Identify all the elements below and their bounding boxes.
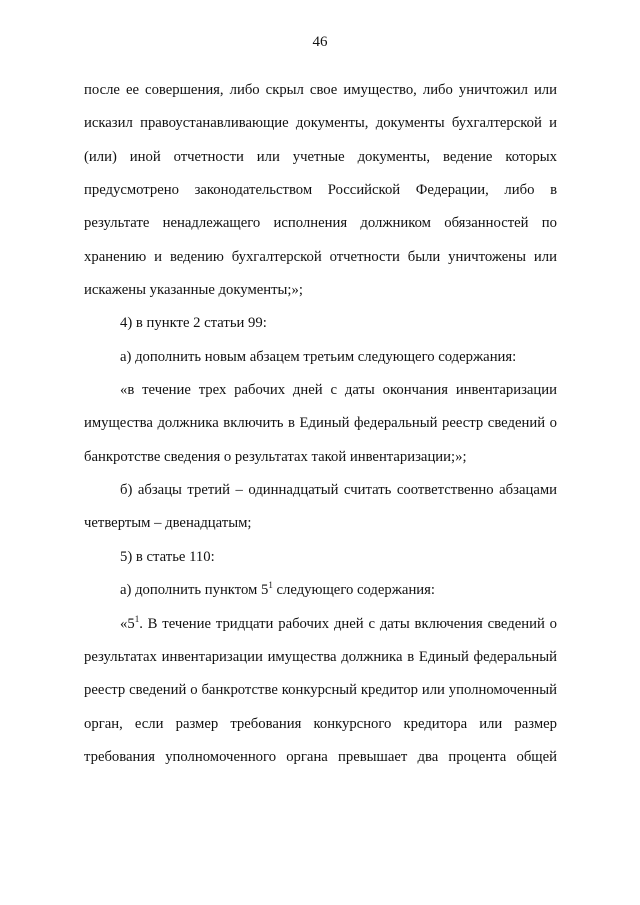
text-line xyxy=(84,411,557,444)
text-line xyxy=(84,445,557,478)
text-line xyxy=(84,545,557,578)
text-line xyxy=(84,578,557,611)
text-line xyxy=(84,311,557,344)
text-line xyxy=(84,178,557,211)
text-line xyxy=(84,511,557,544)
text-line-content: банкротстве сведения о результатах такой инвентаризации;»; xyxy=(84,448,467,465)
text-line xyxy=(84,111,557,144)
text-line-content: результате ненадлежащего исполнения должником обязанностей по xyxy=(84,215,557,232)
text-line xyxy=(84,211,557,244)
text-line-content: исказил правоустанавливающие документы, документы бухгалтерской и xyxy=(84,115,557,132)
text-line-content: а) дополнить пунктом 5 xyxy=(120,582,269,599)
text-line xyxy=(84,378,557,411)
text-line-continuation: следующего содержания: xyxy=(272,582,435,599)
text-line xyxy=(84,78,557,111)
text-line-content: после ее совершения, либо скрыл свое имущество, либо уничтожил или xyxy=(84,82,557,98)
text-line-content: 4) в пункте 2 статьи 99: xyxy=(120,315,267,332)
text-line-content: (или) иной отчетности или учетные документы, ведение которых xyxy=(84,148,557,165)
text-line xyxy=(84,278,557,311)
text-line xyxy=(84,345,557,378)
superscript: 1 xyxy=(268,580,273,591)
text-line-content: а) дополнить новым абзацем третьим следующего содержания: xyxy=(120,348,517,365)
text-line-content: четвертым – двенадцатым; xyxy=(84,515,252,532)
text-line-content: имущества должника включить в Единый федеральный реестр сведений о xyxy=(84,415,557,432)
document-body xyxy=(84,78,557,778)
text-line xyxy=(84,745,557,778)
page-number: 46 xyxy=(312,34,328,50)
text-line-content: результатах инвентаризации имущества должника в Единый федеральный xyxy=(84,648,557,665)
text-line-content: хранению и ведению бухгалтерской отчетности были уничтожены или xyxy=(84,248,557,265)
text-line xyxy=(84,645,557,678)
text-line-content: б) абзацы третий – одиннадцатый считать соответственно абзацами xyxy=(120,482,557,499)
text-line-content: орган, если размер требования конкурсного кредитора или размер xyxy=(84,715,557,732)
text-line xyxy=(84,712,557,745)
text-line xyxy=(84,612,557,645)
text-line-content: искажены указанные документы;»; xyxy=(84,282,303,299)
text-line xyxy=(84,478,557,511)
text-line-content: «5 xyxy=(120,615,135,632)
text-line-content: «в течение трех рабочих дней с даты окончания инвентаризации xyxy=(120,382,557,399)
text-line-content: предусмотрено законодательством Российской Федерации, либо в xyxy=(84,182,557,199)
text-line-content: реестр сведений о банкротстве конкурсный кредитор или уполномоченный xyxy=(84,682,557,699)
text-line xyxy=(84,245,557,278)
text-line-content: 5) в статье 110: xyxy=(120,548,215,565)
text-line xyxy=(84,145,557,178)
text-line-continuation: . В течение тридцати рабочих дней с даты включения сведений о xyxy=(139,615,557,632)
text-line xyxy=(84,678,557,711)
superscript: 1 xyxy=(134,613,140,624)
text-line-content: требования уполномоченного органа превышает два процента общей xyxy=(84,748,557,765)
